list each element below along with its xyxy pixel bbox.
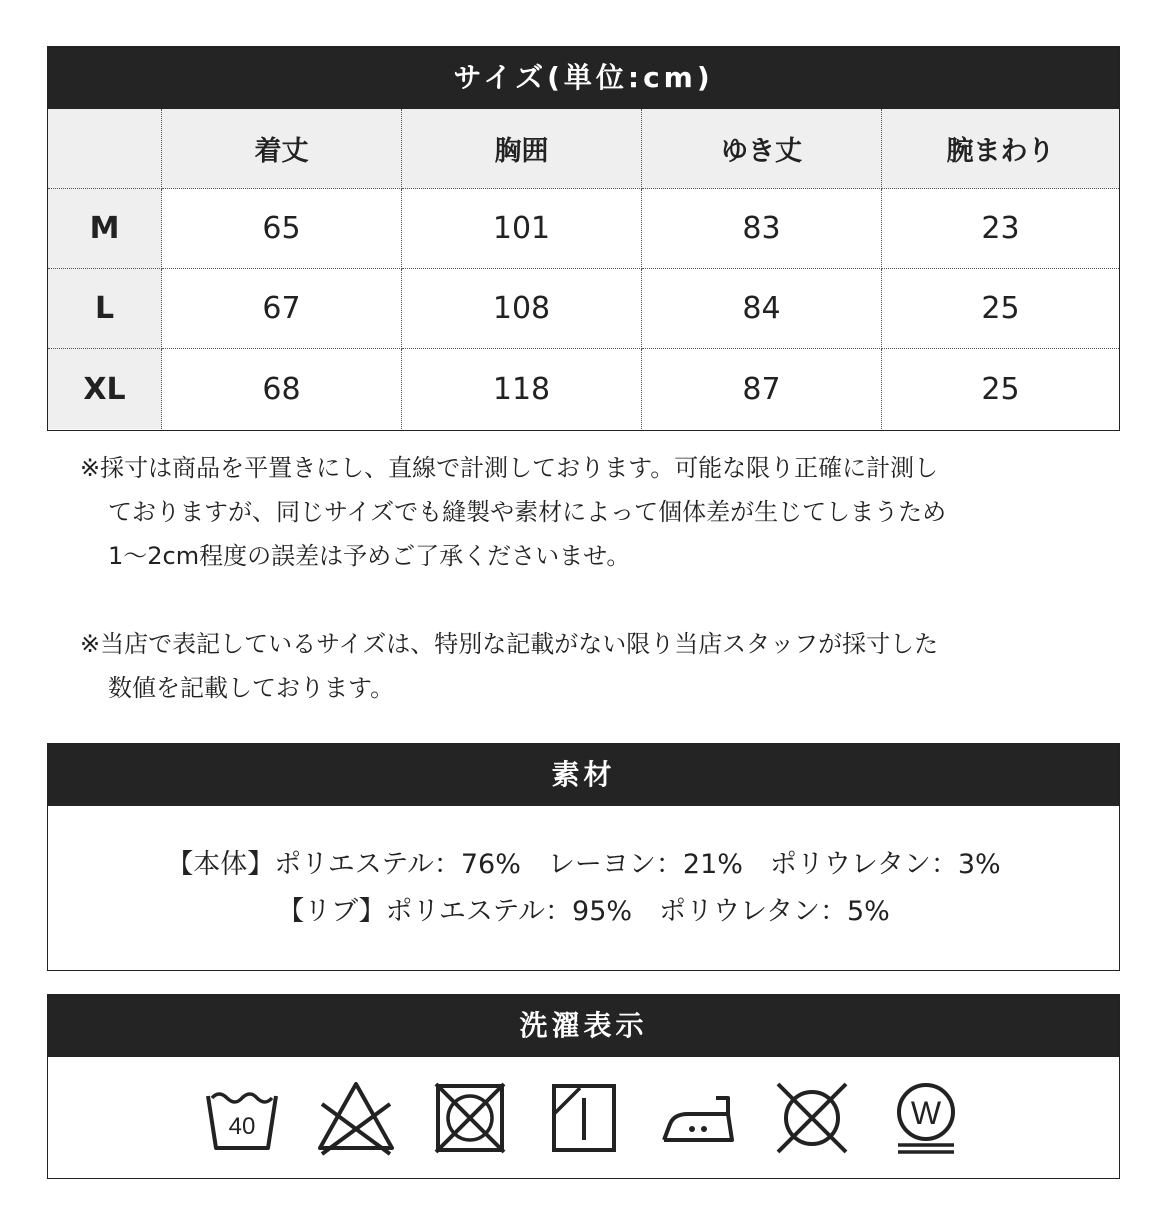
column-header-chest: 胸囲 [402, 109, 642, 189]
note-line: ておりますが、同じサイズでも縫製や素材によって個体差が生じてしまうため [108, 498, 947, 526]
column-header-length: 着丈 [162, 109, 402, 189]
table-cell: 67 [162, 269, 402, 349]
wash-temperature: 40 [228, 1112, 255, 1140]
size-table [48, 109, 1119, 429]
wet-clean-letter: W [910, 1094, 941, 1131]
note-line: ※採寸は商品を平置きにし、直線で計測しております。可能な限り正確に計測し [80, 454, 939, 482]
size-table-panel [47, 46, 1120, 431]
material-title: 素材 [48, 744, 1119, 806]
care-panel [47, 994, 1120, 1179]
wash-40-icon [202, 1078, 282, 1158]
table-cell: 83 [642, 189, 882, 269]
table-cell: 25 [882, 269, 1119, 349]
no-dry-clean-icon [772, 1078, 852, 1158]
table-cell: 108 [402, 269, 642, 349]
row-header-xl: XL [48, 349, 162, 429]
note-line: 1～2cm程度の誤差は予めご了承くださいませ。 [108, 542, 631, 570]
column-header-arm-circumference: 腕まわり [882, 109, 1119, 189]
size-table-title: サイズ(単位:cm) [48, 47, 1119, 109]
material-panel [47, 743, 1120, 971]
table-cell: 87 [642, 349, 882, 429]
table-cell: 118 [402, 349, 642, 429]
care-icons [48, 1057, 1119, 1178]
column-header-sleeve: ゆき丈 [642, 109, 882, 189]
note-line: 数値を記載しております。 [108, 674, 395, 702]
no-bleach-icon [316, 1078, 396, 1158]
wet-clean-icon [886, 1078, 966, 1158]
row-header-m: M [48, 189, 162, 269]
note-line: ※当店で表記しているサイズは、特別な記載がない限り当店スタッフが採寸した [80, 630, 939, 658]
table-cell: 101 [402, 189, 642, 269]
material-line-body: 【本体】ポリエステル：76% レーヨン：21% ポリウレタン：3% [166, 849, 1001, 880]
iron-low-icon [658, 1078, 738, 1158]
table-cell: 65 [162, 189, 402, 269]
care-title: 洗濯表示 [48, 995, 1119, 1057]
line-dry-shade-icon [544, 1078, 624, 1158]
table-cell: 25 [882, 349, 1119, 429]
staff-note [80, 622, 1080, 710]
row-header-l: L [48, 269, 162, 349]
table-cell: 68 [162, 349, 402, 429]
material-line-rib: 【リブ】ポリエステル：95% ポリウレタン：5% [277, 896, 890, 927]
measurement-note [80, 446, 1080, 578]
table-cell: 23 [882, 189, 1119, 269]
table-cell: 84 [642, 269, 882, 349]
no-tumble-dry-icon [430, 1078, 510, 1158]
material-body [48, 806, 1119, 970]
size-table-corner [48, 109, 162, 189]
